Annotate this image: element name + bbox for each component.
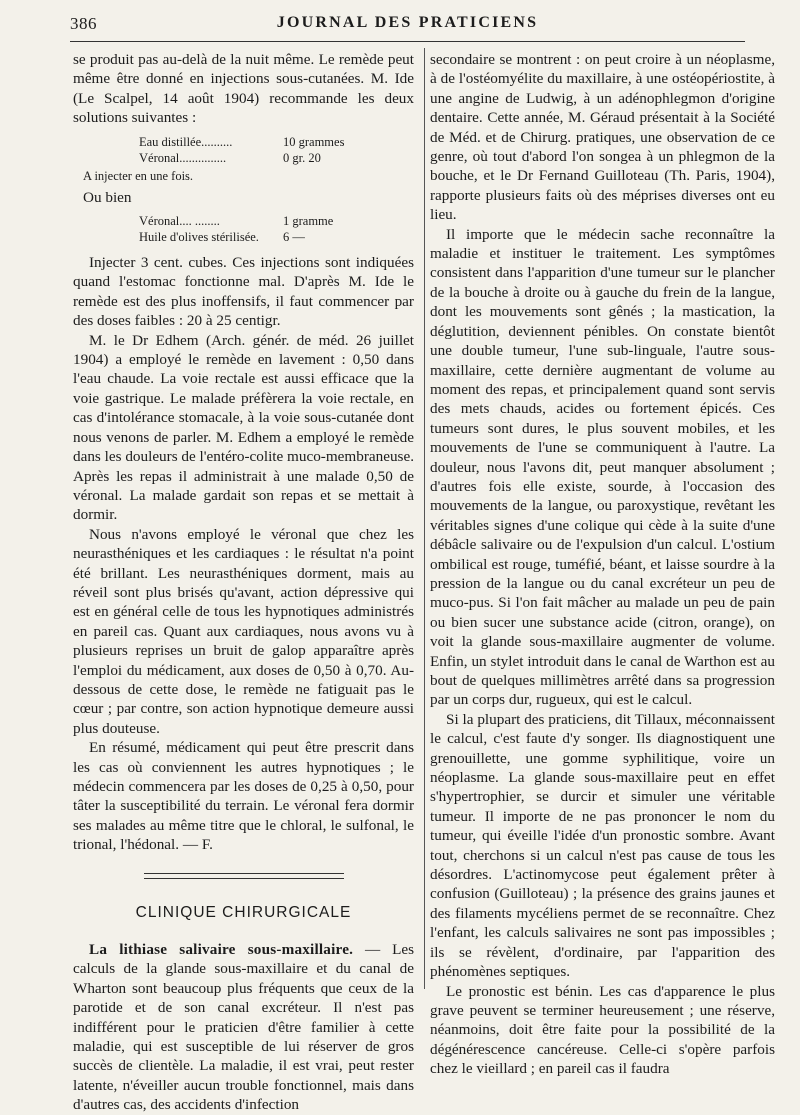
page-number: 386: [70, 14, 97, 33]
right-column: [430, 50, 775, 1079]
column-divider: [424, 48, 425, 989]
paragraph: En résumé, médicament qui peut être prescrit dans les cas où conviennent les autres hypnotiques ; le médecin commencera par les doses de 0,25 à 0,50, pour tâter la susceptibilité du terrain. Le véronal fera dormir ses malades au même titre que le chloral, le sulfonal, le trional, l'hédonal. — F.: [73, 739, 414, 854]
paragraph: se produit pas au-delà de la nuit même. Le remède peut même être donné en injections sous-cutanées. M. Ide (Le Scalpel, 14 août 1904) recommande les deux solutions suivantes :: [73, 51, 414, 127]
paragraph: M. le Dr Edhem (Arch. génér. de méd. 26 juillet 1904) a employé le remède en lavement : 0,50 dans l'eau chaude. La voie rectale est aussi efficace que la voie gastrique. Le malade préfèrera la voie rectale, en cas d'intolérance stomacale, à la voie sous-cutanée dont nous venons de parler. M. Edhem a employé le remède dans les douleurs de l'entéro-colite muco-membraneuse. Après les repas il administrait à une malade 0,50 de véronal. La malade gardait son repas et se mettait à dormir.: [73, 331, 414, 524]
dose: 10 grammes: [283, 134, 345, 149]
section-separator: [144, 873, 344, 879]
prescription-row: [73, 213, 414, 229]
dose: 6 —: [283, 230, 305, 245]
prescription-note: A injecter en une fois.: [83, 168, 194, 183]
paragraph: Il importe que le médecin sache reconnaître la maladie et instituer le traitement. Les symptômes consistent dans l'apparition d'une tumeur sur le plancher de la bouche à droite ou à gauche du frein de la langue, dont les mouvements sont gênés ; la mastication, la déglutition, deviennent pénibles. On constate bientôt une double tumeur, l'une sub-linguale, l'autre sous-maxillaire, cette dernière augmentant de volume au moment des repas, et principalement quand sont servis des mets chauds, acides ou fortement épicés. Ces tumeurs sont dures, le plus souvent mobiles, et les mouvements de l'une se communiquent à l'autre. La douleur, nous l'avons dit, peut manquer absolument ; d'autres fois elle existe, sourde, à l'occasion des mouvements de la langue, ou paroxystique, revêtant les véritables signes d'une colique qui cède à la suite d'une débâcle salivaire ou de l'expulsion d'un calcul. L'ostium ombilical est rouge, tuméfié, béant, et laisse sourdre à la pression de la langue ou du canal excréteur un peu de muco-pus. Si l'on fait mâcher au malade un peu de pain ou bien sucer une substance acide (citron, orange), on voit la glande sous-maxillaire augmenter de volume. Enfin, un stylet introduit dans le canal de Warthon est au bout de quelques millimètres arrêté dans sa progression par un corps dur, rugueux, qui est le calcul.: [430, 225, 775, 709]
prescription-row: [73, 150, 414, 166]
ingredient: Huile d'olives stérilisée.: [139, 230, 259, 245]
header-rule: [70, 41, 745, 42]
prescription-1: [73, 134, 414, 166]
paragraph: Nous n'avons employé le véronal que chez les neurasthéniques et les cardiaques : le résultat n'a point été brillant. Les neurasthéniques dorment, mais au réveil sont plus brisés qu'avant, action dépressive qui est en général celle de tous les hypnotiques administrés en pareil cas. Quant aux cardiaques, nous avons vu à plusieurs reprises un bruit de galop apparaître après l'emploi du médicament, aux doses de 0,50 à 0,70. Au-dessous de cette dose, le remède ne fatiguait pas le cœur ; par contre, son action hypnotique demeure aussi plus douteuse.: [73, 525, 414, 737]
article-paragraph: [73, 940, 414, 1115]
ingredient: Véronal.... ........: [139, 214, 220, 229]
page-header: [70, 14, 745, 36]
article-title: La lithiase salivaire sous-maxillaire.: [89, 941, 354, 959]
paragraph: secondaire se montrent : on peut croire à un néoplasme, à de l'ostéomyélite du maxillaire, à une ostéopériostite, à une angine de Ludwig, à un adénophlegmon d'origine dentaire. Cette année, M. Géraud présentait à la Société de Méd. et de Chirurg. pratiques, une observation de ce genre, où tout d'abord l'on songea à un phlegmon de la bouche, et le Dr Fernand Guilloteau (Th. Paris, 1904), rapporte plusieurs faits où des méprises diverses ont eu lieu.: [430, 51, 775, 224]
paragraph: Injecter 3 cent. cubes. Ces injections sont indiquées quand l'estomac fonctionne mal. D'après M. Ide le remède est des plus inoffensifs, il faut commencer par des doses faibles : 20 à 25 centigr.: [73, 254, 414, 330]
prescription-row: [73, 229, 414, 245]
left-column: [73, 50, 414, 1115]
paragraph: Si la plupart des praticiens, dit Tillaux, méconnaissent le calcul, c'est faute d'y songer. Ils diagnostiquent une grenouillette, une gomme syphilitique, voire un néoplasme. La glande sous-maxillaire peut en effet s'hypertrophier, se durcir et simuler une véritable tumeur. Il importe de ne pas prononcer le nom du tumeur, qui éveille l'idée d'un pronostic sombre. Avant tout, cherchons si un calcul n'est pas cause de tous les désordres. L'actinomycose peut également prêter à confusion (Guilloteau) ; la présence des grains jaunes et des filaments mycéliens permet de se reconnaître. Chez l'enfant, les calculs salivaires ne sont pas impossibles ; ils se révèlent, d'ordinaire, par l'apparition des phénomènes septiques.: [430, 710, 775, 981]
dose: 1 gramme: [283, 214, 334, 229]
dose: 0 gr. 20: [283, 150, 321, 165]
ingredient: Eau distillée..........: [139, 134, 233, 149]
alternative-label: Ou bien: [83, 188, 132, 206]
paragraph: Le pronostic est bénin. Les cas d'apparence le plus grave peuvent se terminer heureusement ; une réserve, néanmoins, doit être faite pour la possibilité de la dégénérescence cancéreuse. Celle-ci s'opère parfois chez le vieillard ; en pareil cas il faudra: [430, 982, 775, 1078]
ingredient: Véronal...............: [139, 150, 227, 165]
article-text: — Les calculs de la glande sous-maxillaire et du canal de Wharton sont beaucoup plus fréquents que ceux de la parotide et de son canal excréteur. Il n'est pas indifférent pour le praticien d'être familier à cette maladie, qui est susceptible de lui réserver de gros succès de clientèle. La maladie, il est vrai, peut rester latente, n'éveiller aucun trouble fonctionnel, mais dans d'autres cas, des accidents d'infection: [73, 941, 415, 1114]
running-title: JOURNAL DES PRATICIENS: [276, 14, 539, 31]
section-title: CLINIQUE CHIRURGICALE: [135, 903, 352, 921]
prescription-2: [73, 213, 414, 245]
prescription-row: [73, 134, 414, 150]
